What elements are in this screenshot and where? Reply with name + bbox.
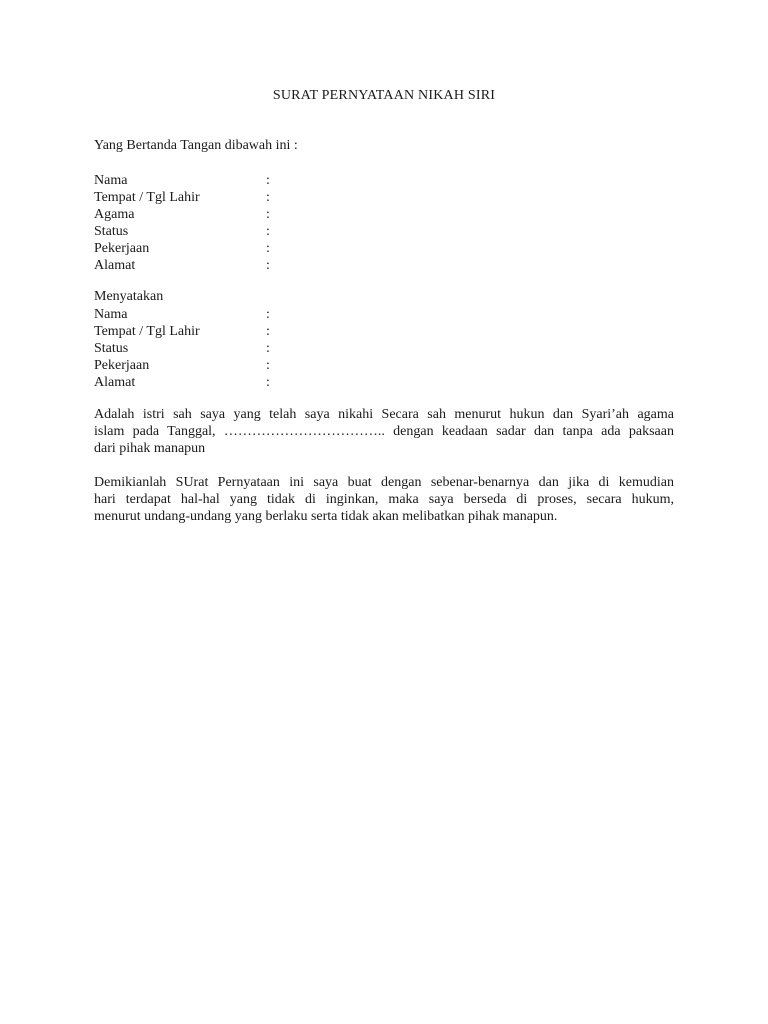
field-colon: :	[266, 341, 270, 356]
field-colon: :	[266, 241, 270, 256]
field-colon: :	[266, 173, 270, 188]
field-label: Pekerjaan	[94, 358, 150, 373]
paragraph-line: dari pihak manapun	[94, 441, 206, 456]
field-label: Tempat / Tgl Lahir	[94, 190, 200, 205]
field-row-pekerjaan	[94, 357, 394, 374]
field-row-status	[94, 223, 394, 240]
closing-paragraph	[94, 474, 674, 525]
field-colon: :	[266, 258, 270, 273]
field-label: Alamat	[94, 258, 136, 273]
field-label: Status	[94, 224, 129, 239]
field-row-nama	[94, 172, 394, 189]
field-row-nama	[94, 306, 394, 323]
field-label: Alamat	[94, 375, 136, 390]
field-row-alamat	[94, 257, 394, 274]
field-label: Nama	[94, 307, 128, 322]
paragraph-line: islam pada Tanggal, …………………………….. dengan keadaan sadar dan tanpa ada paksaan	[94, 424, 674, 439]
field-label: Agama	[94, 207, 135, 222]
field-colon: :	[266, 190, 270, 205]
menyatakan-heading: Menyatakan	[94, 289, 164, 304]
field-row-tempat-tgl-lahir	[94, 189, 394, 206]
intro-text: Yang Bertanda Tangan dibawah ini :	[94, 138, 298, 153]
field-label: Pekerjaan	[94, 241, 150, 256]
paragraph-line: menurut undang-undang yang berlaku serta tidak akan melibatkan pihak manapun.	[94, 509, 558, 524]
field-label: Status	[94, 341, 129, 356]
paragraph-line: Adalah istri sah saya yang telah saya nikahi Secara sah menurut hukun dan Syari’ah agama	[94, 407, 674, 422]
statement-paragraph	[94, 406, 674, 457]
field-label: Tempat / Tgl Lahir	[94, 324, 200, 339]
field-colon: :	[266, 224, 270, 239]
field-label: Nama	[94, 173, 128, 188]
field-colon: :	[266, 207, 270, 222]
spouse-fields	[94, 306, 394, 391]
field-row-pekerjaan	[94, 240, 394, 257]
field-colon: :	[266, 324, 270, 339]
paragraph-line: Demikianlah SUrat Pernyataan ini saya buat dengan sebenar-benarnya dan jika di kemudian	[94, 475, 674, 490]
paragraph-line: hari terdapat hal-hal yang tidak di inginkan, maka saya berseda di proses, secara hukum,	[94, 492, 674, 507]
field-row-alamat	[94, 374, 394, 391]
field-row-agama	[94, 206, 394, 223]
field-colon: :	[266, 375, 270, 390]
field-colon: :	[266, 358, 270, 373]
field-colon: :	[266, 307, 270, 322]
field-row-tempat-tgl-lahir	[94, 323, 394, 340]
field-row-status	[94, 340, 394, 357]
document-title: SURAT PERNYATAAN NIKAH SIRI	[272, 88, 496, 103]
declarant-fields	[94, 172, 394, 274]
